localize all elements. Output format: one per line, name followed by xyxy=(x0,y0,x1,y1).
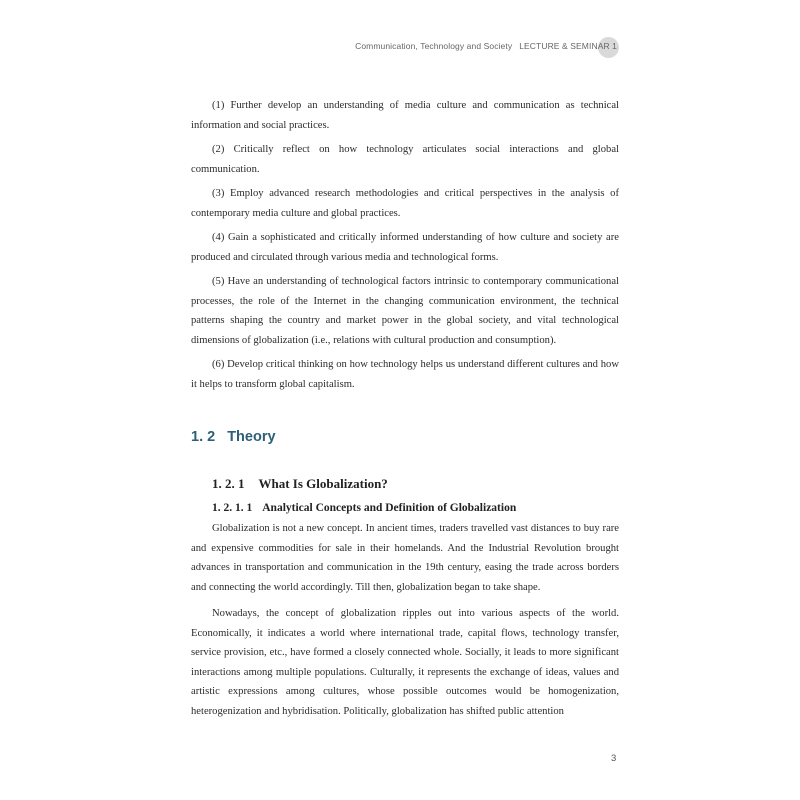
subsection-title: What Is Globalization? xyxy=(258,476,388,491)
subsection-number: 1. 2. 1 xyxy=(212,476,245,491)
subsubsection-heading xyxy=(212,499,619,517)
subsection-heading xyxy=(212,475,619,493)
running-header xyxy=(355,41,617,51)
objective-3: (3) Employ advanced research methodologies and critical perspectives in the analysis of contemporary media culture and global practices. xyxy=(191,188,619,219)
section-heading xyxy=(191,427,619,447)
body-paragraph-2: Nowadays, the concept of globalization ripples out into various aspects of the world. Economically, it indicates a world where international trade, capital flows, technology transfer, service provision, etc., have formed a closely connected whole. Socially, it leads to more significant interactions among multiple populations. Culturally, it represents the exchange of ideas, values and artistic expressions among cultures, whose possible outcomes would be homogenization, heterogenization and hybridisation. Politically, globalization has shifted public attention xyxy=(191,608,619,717)
objective-2: (2) Critically reflect on how technology articulates social interactions and global communication. xyxy=(191,144,619,175)
objective-6: (6) Develop critical thinking on how technology helps us understand different cultures and how it helps to transform global capitalism. xyxy=(191,359,619,390)
running-header-book-title: Communication, Technology and Society xyxy=(355,41,513,51)
objective-1: (1) Further develop an understanding of media culture and communication as technical information and social practices. xyxy=(191,100,619,131)
objective-4: (4) Gain a sophisticated and critically informed understanding of how culture and society are produced and circulated through various media and technological forms. xyxy=(191,232,619,263)
subsubsection-number: 1. 2. 1. 1 xyxy=(212,502,253,514)
main-text xyxy=(191,96,619,721)
running-header-lecture-label: LECTURE & SEMINAR 1 xyxy=(519,41,617,51)
objective-5: (5) Have an understanding of technological factors intrinsic to contemporary communicational processes, the role of the Internet in the changing communication environment, the technical patterns shaping the country and market power in the global society, and vital technological dimensions of globalization (i.e., relations with cultural production and consumption). xyxy=(191,276,619,346)
section-number: 1. 2 xyxy=(191,429,216,445)
section-title: Theory xyxy=(227,429,276,445)
body-paragraph-1: Globalization is not a new concept. In ancient times, traders travelled vast distances to buy rare and expensive commodities for sale in their homelands. And the Industrial Revolution brought advances in transportation and communication in the 19th century, easing the trade across borders and connecting the world accordingly. Till then, globalization began to take shape. xyxy=(191,523,619,593)
subsubsection-title: Analytical Concepts and Definition of Globalization xyxy=(262,502,517,514)
page-number: 3 xyxy=(611,753,617,764)
